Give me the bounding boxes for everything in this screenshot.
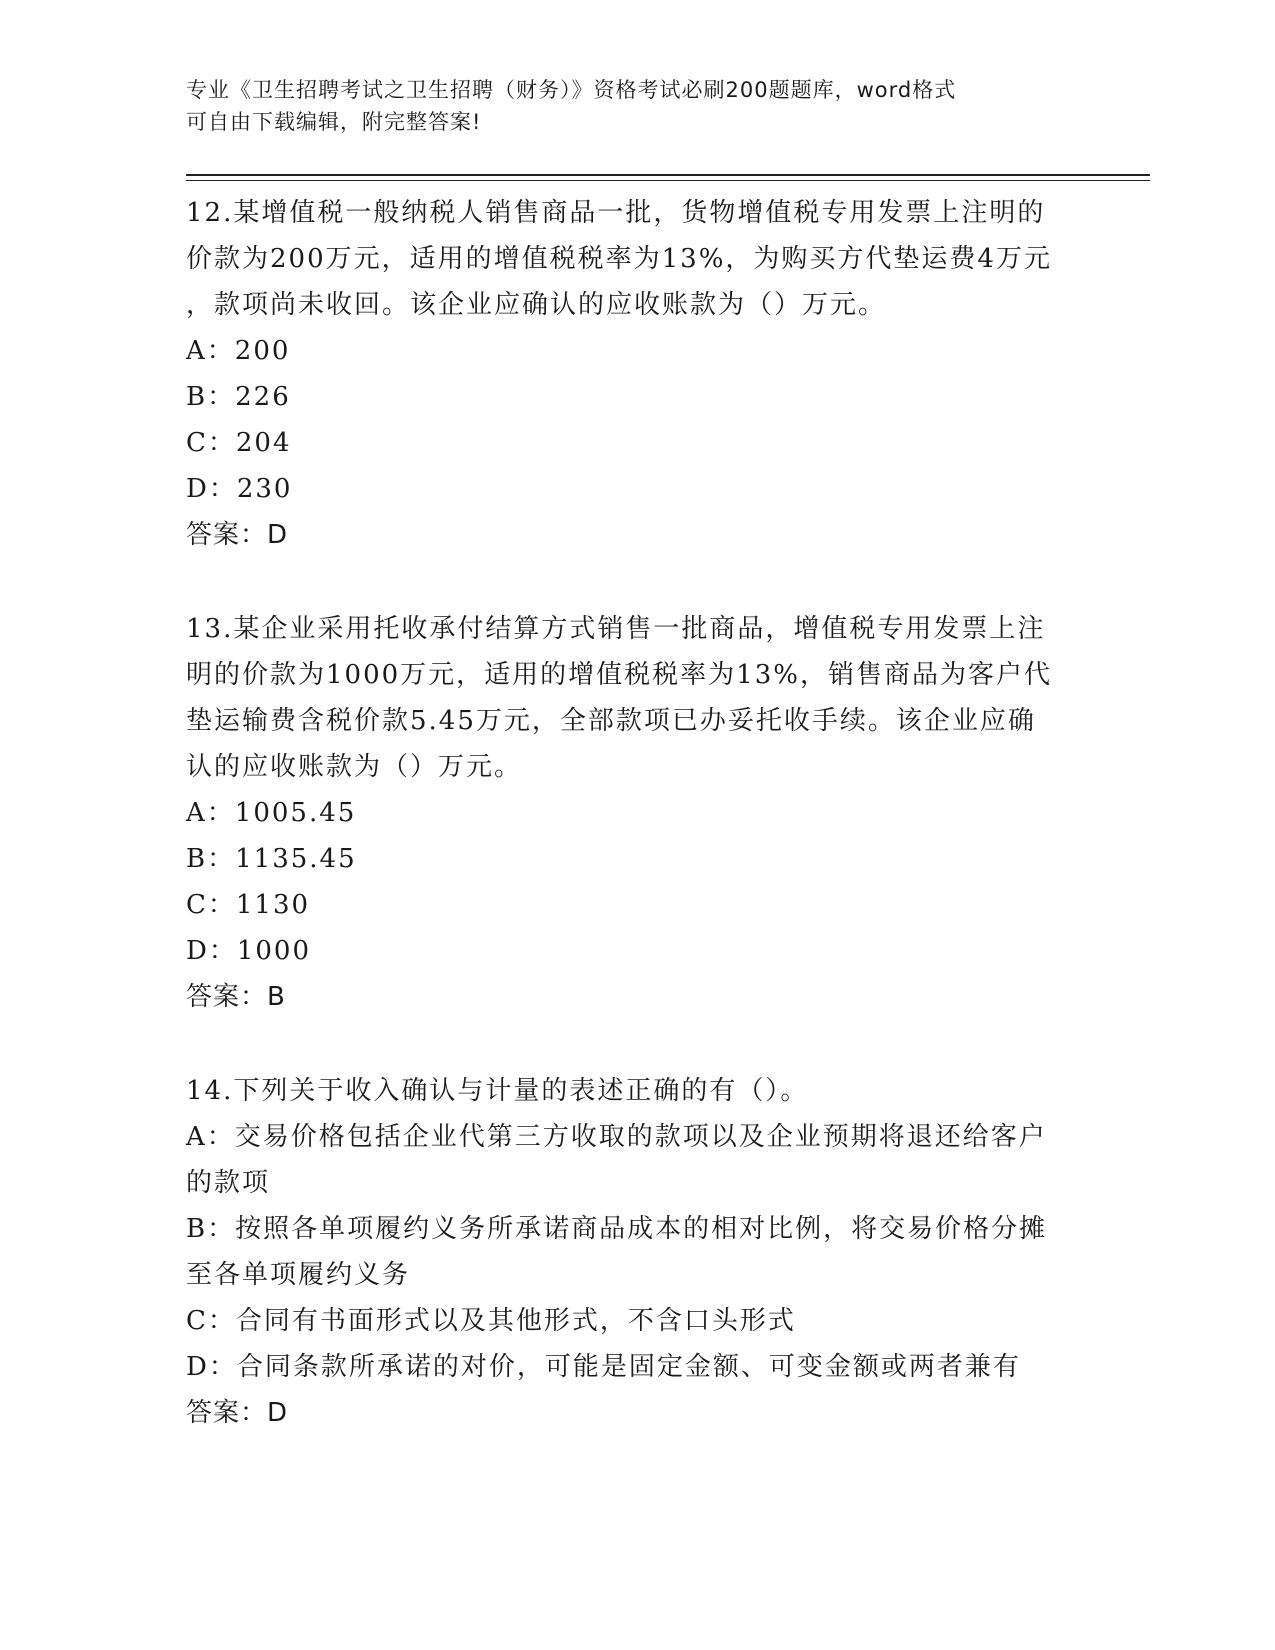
option-d: D：230: [186, 474, 293, 504]
document-header: [186, 74, 1086, 138]
question-14: [186, 1068, 1086, 1436]
header-line: 可自由下载编辑，附完整答案!: [186, 110, 482, 134]
option-d: D：合同条款所承诺的对价，可能是固定金额、可变金额或两者兼有: [186, 1352, 1021, 1382]
question-13: [186, 606, 1086, 1020]
question-stem-line: 价款为200万元，适用的增值税税率为13%，为购买方代垫运费4万元: [186, 244, 1052, 274]
header-divider-thick: [186, 174, 1150, 176]
question-stem-line: 12.某增值税一般纳税人销售商品一批，货物增值税专用发票上注明的: [186, 198, 1046, 228]
answer: 答案：D: [186, 520, 289, 550]
question-12: [186, 190, 1086, 558]
option-b: B：1135.45: [186, 844, 357, 874]
question-list: [186, 190, 1086, 1484]
option-a: A：200: [186, 336, 291, 366]
option-d: D：1000: [186, 936, 312, 966]
option-b: B：按照各单项履约义务所承诺商品成本的相对比例，将交易价格分摊: [186, 1214, 1048, 1244]
option-b-continued: 至各单项履约义务: [186, 1260, 411, 1290]
option-c: C：1130: [186, 890, 311, 920]
answer: 答案：B: [186, 982, 286, 1012]
option-a-continued: 的款项: [186, 1168, 271, 1198]
question-stem-line: 13.某企业采用托收承付结算方式销售一批商品，增值税专用发票上注: [186, 614, 1046, 644]
question-stem-line: ，款项尚未收回。该企业应确认的应收账款为（）万元。: [186, 290, 887, 320]
question-stem-line: 垫运输费含税价款5.45万元，全部款项已办妥托收手续。该企业应确: [186, 706, 1036, 736]
option-c: C：合同有书面形式以及其他形式，不含口头形式: [186, 1306, 796, 1336]
option-b: B：226: [186, 382, 291, 412]
question-stem-line: 明的价款为1000万元，适用的增值税税率为13%，销售商品为客户代: [186, 660, 1052, 690]
question-stem-line: 14.下列关于收入确认与计量的表述正确的有（）。: [186, 1076, 809, 1106]
answer: 答案：D: [186, 1398, 289, 1428]
question-stem-line: 认的应收账款为（）万元。: [186, 752, 523, 782]
header-line: 专业《卫生招聘考试之卫生招聘（财务）》资格考试必刷200题题库，word格式: [186, 78, 957, 102]
option-a: A：交易价格包括企业代第三方收取的款项以及企业预期将退还给客户: [186, 1122, 1047, 1152]
option-c: C：204: [186, 428, 292, 458]
header-divider-thin: [186, 180, 1150, 181]
option-a: A：1005.45: [186, 798, 357, 828]
